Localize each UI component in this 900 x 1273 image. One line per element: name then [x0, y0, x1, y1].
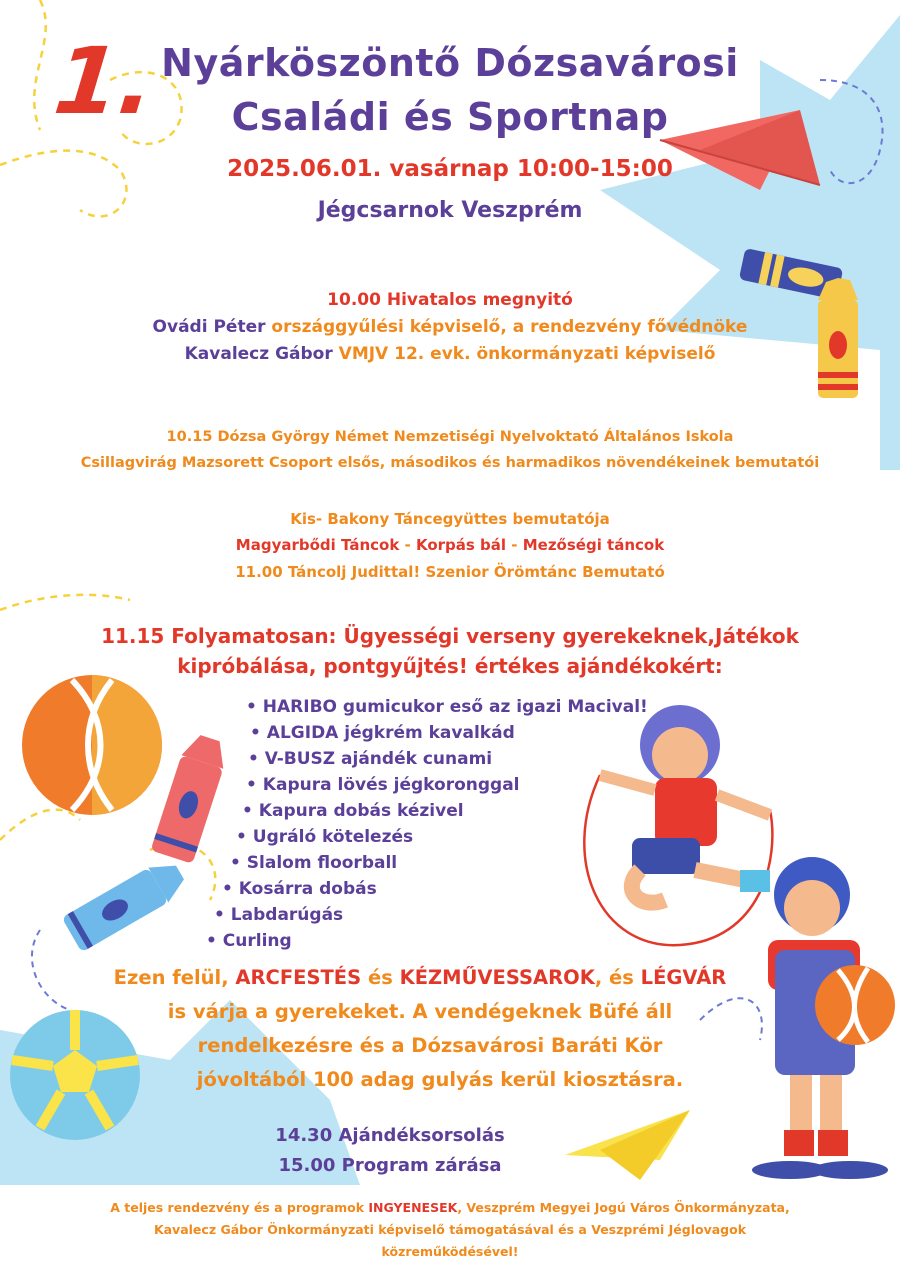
list-item: • Slalom floorball [230, 853, 397, 873]
opening-person2 [0, 344, 900, 364]
person2-role: VMJV 12. evk. önkormányzati képviselő [338, 344, 716, 364]
extra-highlight-facepaint: ARCFESTÉS [235, 966, 362, 989]
dance-item-2: Korpás bál [415, 536, 507, 554]
person1-name: Ovádi Péter [152, 317, 266, 337]
extra-line4: jóvoltából 100 adag gulyás kerül kiosztásra. [196, 1068, 684, 1091]
dance-separator: - [399, 536, 416, 554]
person2-name: Kavalecz Gábor [184, 344, 333, 364]
event-date-time: 2025.06.01. vasárnap 10:00-15:00 [227, 156, 673, 182]
dance-item-3: Mezőségi táncok [522, 536, 665, 554]
dance-line3: 11.00 Táncolj Judittal! Szenior Örömtánc Bemutató [235, 563, 665, 581]
opening-person1 [0, 317, 900, 337]
raffle-time: 14.30 Ajándéksorsolás [275, 1125, 505, 1146]
extra-text: Ezen felül, [113, 966, 236, 989]
dance-separator: - [506, 536, 523, 554]
light-blue-crayon-icon [62, 855, 190, 952]
footer-line1 [0, 1200, 900, 1215]
page-title-line1: Nyárköszöntő Dózsavárosi [161, 41, 739, 85]
list-item: • ALGIDA jégkrém kavalkád [250, 723, 515, 743]
footer-free-highlight: INGYENESEK [368, 1200, 458, 1215]
red-crayon-icon [151, 731, 231, 863]
competition-line1: 11.15 Folyamatosan: Ügyességi verseny gyerekeknek,Játékok [101, 624, 799, 648]
footer-text: , Veszprém Megyei Jogú Város Önkormányzata, [457, 1200, 790, 1215]
dance-item-1: Magyarbődi Táncok [235, 536, 400, 554]
extra-text: , és [594, 966, 641, 989]
footer-line3: közreműködésével! [381, 1244, 519, 1259]
extra-line2: is várja a gyerekeket. A vendégeknek Büfé áll [167, 1000, 673, 1023]
extra-highlight-bouncy-castle: LÉGVÁR [640, 966, 727, 989]
dance-line2 [0, 536, 900, 554]
list-item: • Ugráló kötelezés [236, 827, 413, 847]
extra-line1 [0, 966, 870, 989]
competition-line2: kipróbálása, pontgyűjtés! értékes ajándékokért: [177, 654, 723, 678]
extra-text: és [361, 966, 400, 989]
girl-jumping-rope-illustration [584, 705, 772, 945]
list-item: • Kosárra dobás [222, 879, 377, 899]
list-item: • Kapura dobás kézivel [242, 801, 464, 821]
list-item: • V-BUSZ ajándék cunami [248, 749, 492, 769]
school-line1: 10.15 Dózsa György Német Nemzetiségi Nyelvoktató Általános Iskola [166, 429, 734, 445]
dance-line1: Kis- Bakony Táncegyüttes bemutatója [290, 510, 610, 528]
basketball-icon [22, 675, 162, 815]
list-item: • HARIBO gumicukor eső az igazi Macival! [246, 697, 648, 717]
list-item: • Labdarúgás [214, 905, 343, 925]
footer-line2: Kavalecz Gábor Önkormányzati képviselő támogatásával és a Veszprémi Jéglovagok [153, 1222, 747, 1237]
event-venue: Jégcsarnok Veszprém [317, 198, 583, 223]
edition-number: 1. [49, 28, 160, 135]
list-item: • Curling [206, 931, 292, 951]
person1-role: országgyűlési képviselő, a rendezvény fővédnöke [271, 317, 748, 337]
footer-text: A teljes rendezvény és a programok [110, 1200, 369, 1215]
extra-line3: rendelkezésre és a Dózsavárosi Baráti Kör [197, 1034, 663, 1057]
extra-highlight-crafts: KÉZMŰVESSAROK [399, 966, 595, 989]
closing-time: 15.00 Program zárása [278, 1155, 502, 1176]
opening-title: 10.00 Hivatalos megnyitó [327, 290, 573, 310]
list-item: • Kapura lövés jégkoronggal [246, 775, 520, 795]
page-title-line2: Családi és Sportnap [231, 95, 669, 139]
school-line2: Csillagvirág Mazsorett Csoport elsős, másodikos és harmadikos növendékeinek bemutatói [80, 455, 820, 471]
